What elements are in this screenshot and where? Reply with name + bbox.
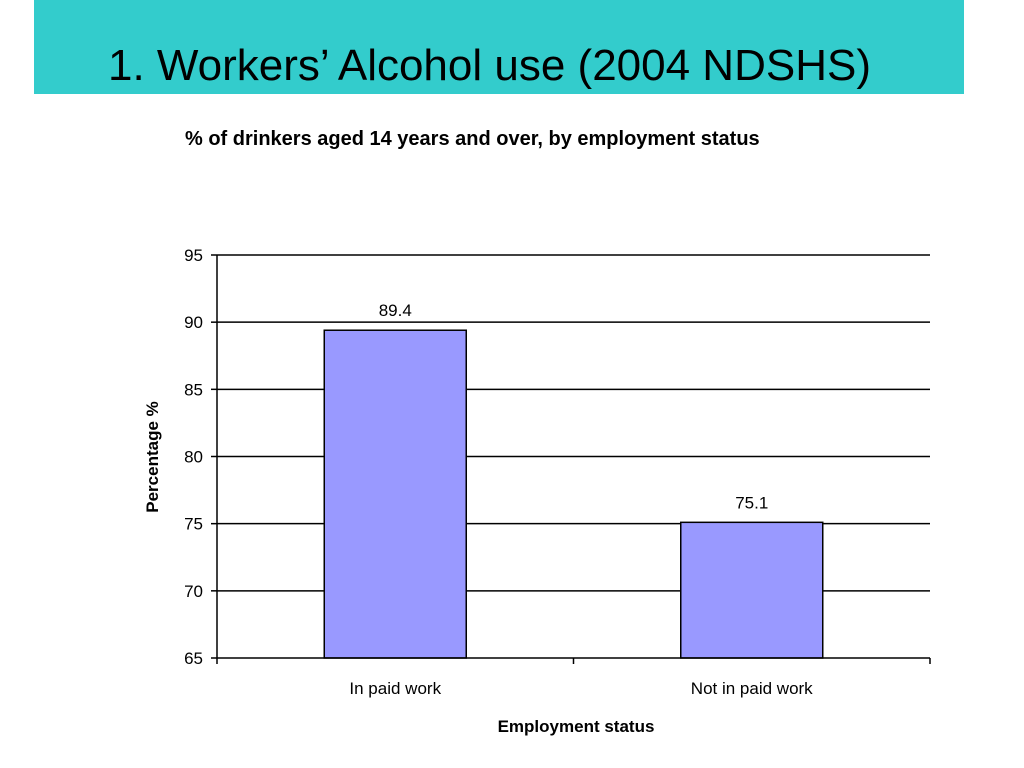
data-label: 89.4 <box>378 301 412 321</box>
y-tick-label: 85 <box>184 380 203 400</box>
y-axis-title: Percentage % <box>143 401 162 513</box>
category-label: In paid work <box>349 679 442 698</box>
data-label: 75.1 <box>735 493 769 513</box>
y-tick-label: 95 <box>184 246 203 265</box>
slide-title: 1. Workers’ Alcohol use (2004 NDSHS) <box>108 41 871 90</box>
chart-title: % of drinkers aged 14 years and over, by employment status <box>185 128 760 150</box>
category-label: Not in paid work <box>690 679 813 698</box>
bar <box>681 522 823 658</box>
bar <box>324 330 466 658</box>
y-tick-label: 75 <box>184 514 203 534</box>
y-tick-label: 70 <box>184 581 203 601</box>
y-tick-label: 65 <box>184 649 203 668</box>
y-tick-label: 90 <box>184 313 203 333</box>
y-tick-label: 80 <box>184 447 203 467</box>
x-axis-title: Employment status <box>497 717 655 736</box>
